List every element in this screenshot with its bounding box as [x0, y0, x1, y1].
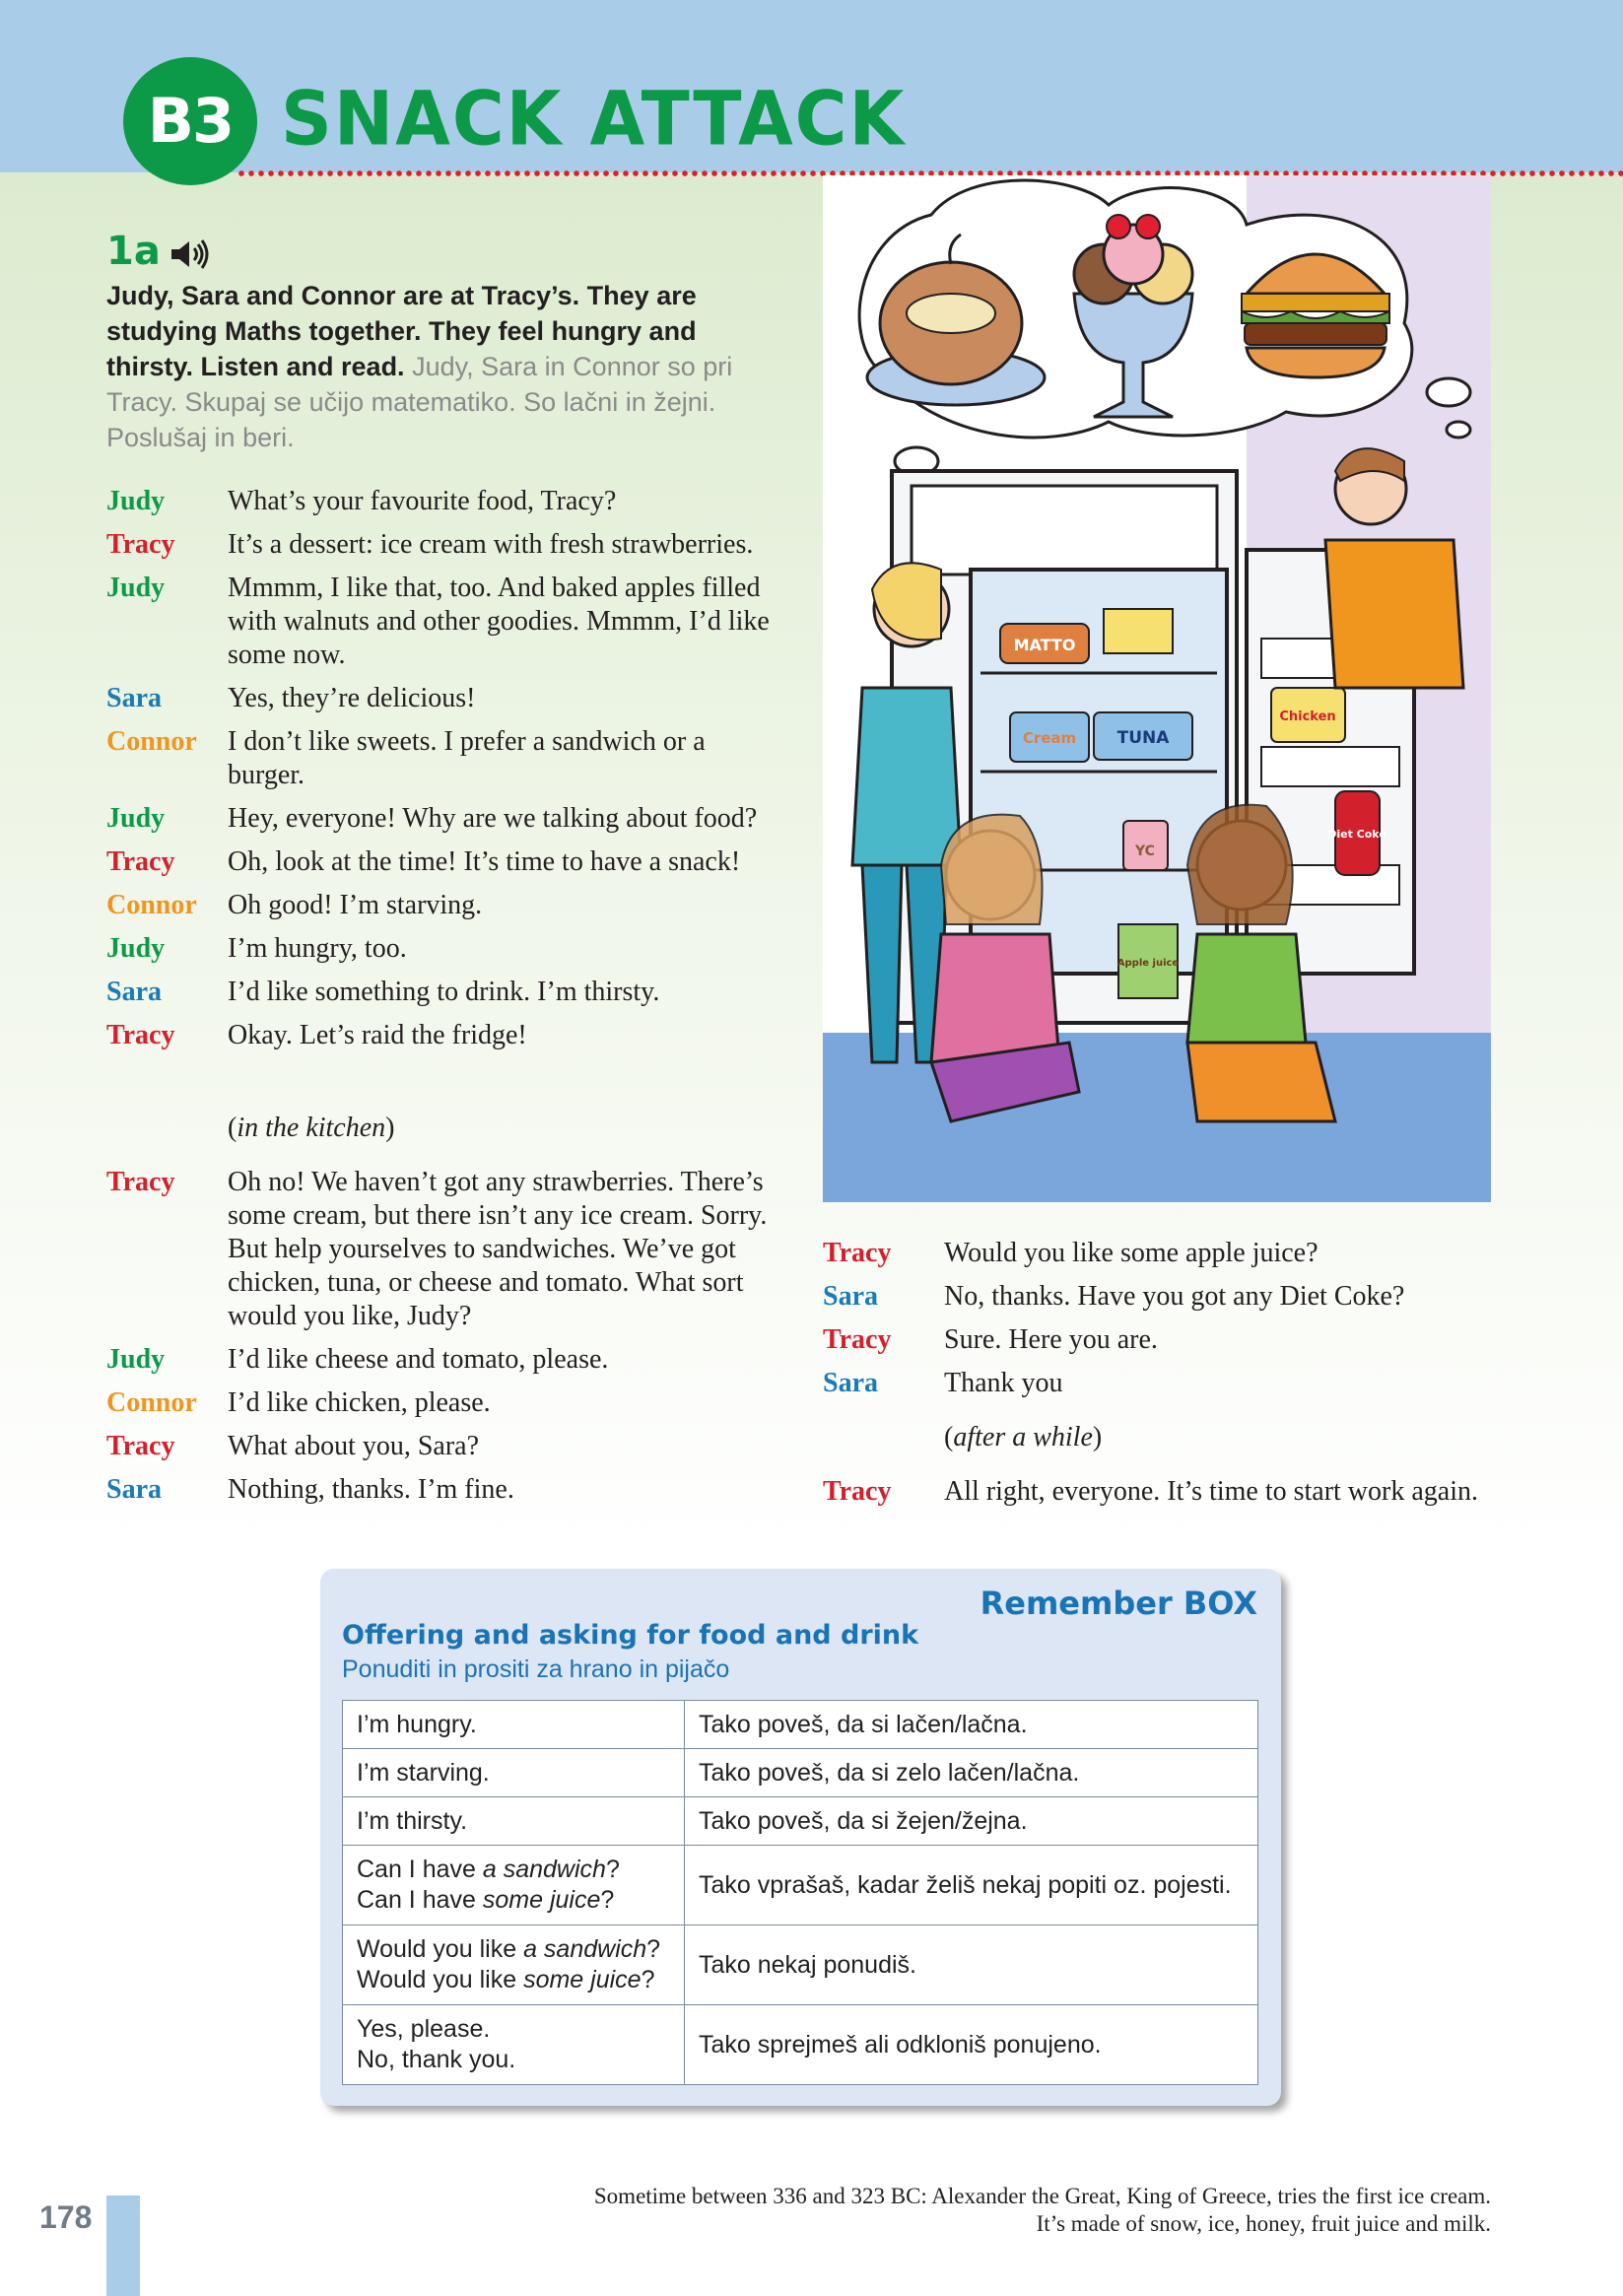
speaker-name: Judy — [106, 486, 166, 516]
speaker-name: Judy — [106, 573, 166, 603]
cheese — [1104, 609, 1173, 653]
table-cell-slovene: Tako vprašaš, kadar želiš nekaj popiti oz. pojesti. — [685, 1846, 1258, 1925]
dialogue-text: Oh, look at the time! It’s time to have a snack! — [228, 846, 741, 877]
dialogue-line — [823, 1475, 1503, 1509]
table-cell-slovene: Tako poveš, da si lačen/lačna. — [685, 1701, 1258, 1749]
dialogue-line — [106, 889, 786, 922]
dialogue-text: No, thanks. Have you got any Diet Coke? — [944, 1281, 1405, 1312]
speaker-name: Judy — [106, 803, 166, 834]
dialogue-line — [106, 976, 786, 1009]
remember-box-subheading: Ponuditi in prositi za hrano in pijačo — [342, 1655, 730, 1683]
speaker-name: Tracy — [106, 1167, 175, 1197]
dialogue-left — [106, 485, 786, 1062]
dialogue-line — [106, 1019, 786, 1052]
dialogue-line — [823, 1237, 1503, 1270]
dialogue-text: Hey, everyone! Why are we talking about food? — [228, 803, 758, 834]
dialogue-line — [106, 485, 786, 518]
speaker-name: Tracy — [106, 846, 175, 877]
speaker-name: Tracy — [106, 529, 175, 560]
dialogue-line — [106, 528, 786, 562]
table-cell-slovene: Tako nekaj ponudiš. — [685, 1925, 1258, 2005]
audio-speaker-icon[interactable] — [169, 238, 209, 270]
speaker-name: Connor — [106, 1387, 197, 1418]
dialogue-text: What’s your favourite food, Tracy? — [228, 486, 617, 516]
label-coke: Diet Coke — [1327, 828, 1386, 841]
speaker-name: Sara — [823, 1281, 878, 1312]
dialogue-text: I’d like cheese and tomato, please. — [228, 1344, 609, 1375]
speaker-name: Sara — [106, 977, 162, 1007]
speaker-name: Tracy — [823, 1324, 892, 1355]
remember-box-title: Remember BOX — [980, 1585, 1257, 1622]
speaker-name: Sara — [106, 1474, 162, 1505]
unit-badge: B3 — [123, 57, 257, 185]
dialogue-text: All right, everyone. It’s time to start work again. — [944, 1476, 1478, 1507]
dialogue-right-continued — [823, 1475, 1503, 1519]
dialogue-text: Yes, they’re delicious! — [228, 683, 476, 713]
dialogue-line — [106, 1430, 786, 1463]
speaker-name: Judy — [106, 933, 166, 964]
remember-box — [320, 1569, 1281, 2106]
dialogue-right — [823, 1237, 1503, 1410]
dialogue-line — [106, 725, 786, 792]
label-matto: MATTO — [1013, 636, 1076, 654]
speaker-name: Connor — [106, 890, 197, 920]
footer-fact — [506, 2183, 1491, 2238]
note-while-text: after a while — [953, 1422, 1093, 1452]
note-kitchen-text: in the kitchen — [237, 1113, 386, 1143]
dialogue-text: I’d like something to drink. I’m thirsty. — [228, 977, 660, 1007]
label-tuna: TUNA — [1116, 728, 1170, 748]
table-cell-slovene: Tako poveš, da si zelo lačen/lačna. — [685, 1749, 1258, 1797]
dialogue-text: It’s a dessert: ice cream with fresh strawberries. — [228, 529, 754, 560]
dialogue-text: I don’t like sweets. I prefer a sandwich or a burger. — [228, 726, 706, 790]
dialogue-line — [106, 1343, 786, 1377]
speaker-name: Sara — [106, 683, 162, 713]
dialogue-text: Would you like some apple juice? — [944, 1238, 1319, 1268]
dialogue-text: What about you, Sara? — [228, 1431, 480, 1461]
label-yc: YC — [1135, 844, 1155, 859]
speaker-name: Sara — [823, 1368, 878, 1398]
speaker-name: Tracy — [823, 1476, 892, 1507]
dialogue-line — [823, 1367, 1503, 1400]
dialogue-text: Mmmm, I like that, too. And baked apples filled with walnuts and other goodies. Mmmm, I’d like some now. — [228, 573, 770, 670]
exercise-instruction — [106, 278, 777, 455]
dialogue-line — [106, 1473, 786, 1507]
page-title: SNACK ATTACK — [281, 74, 907, 163]
dialogue-line — [106, 1166, 786, 1333]
stage-direction-while: (after a while) — [944, 1422, 1103, 1452]
dialogue-line — [106, 1386, 786, 1420]
table-cell-english: Yes, please. No, thank you. — [343, 2005, 685, 2085]
table-cell-english: I’m starving. — [343, 1749, 685, 1797]
dialogue-line — [823, 1280, 1503, 1314]
stage-direction-kitchen: (in the kitchen) — [228, 1113, 395, 1143]
dialogue-text: Sure. Here you are. — [944, 1324, 1158, 1355]
dialogue-text: Oh good! I’m starving. — [228, 890, 483, 920]
table-row — [343, 1925, 1258, 2005]
instruction-english: Judy, Sara and Connor are at Tracy’s. They are studying Maths together. They feel hungry and thirsty. Listen and read. — [106, 281, 697, 381]
speaker-name: Judy — [106, 1344, 166, 1375]
table-row — [343, 2005, 1258, 2085]
dialogue-text: Thank you — [944, 1368, 1063, 1398]
speaker-name: Tracy — [823, 1238, 892, 1268]
dialogue-line — [106, 932, 786, 966]
table-cell-slovene: Tako poveš, da si žejen/žejna. — [685, 1797, 1258, 1846]
table-row — [343, 1749, 1258, 1797]
table-cell-slovene: Tako sprejmeš ali odkloniš ponujeno. — [685, 2005, 1258, 2085]
dialogue-line — [823, 1323, 1503, 1357]
table-cell-english: Can I have a sandwich? Can I have some juice? — [343, 1846, 685, 1925]
label-juice: Apple juice — [1116, 958, 1180, 969]
table-row — [343, 1846, 1258, 1925]
dialogue-left-continued — [106, 1166, 786, 1517]
table-row — [343, 1797, 1258, 1846]
dialogue-line — [106, 682, 786, 715]
dialogue-text: Nothing, thanks. I’m fine. — [228, 1474, 514, 1505]
speaker-name: Tracy — [106, 1431, 175, 1461]
label-cream: Cream — [1022, 729, 1077, 747]
table-cell-english: Would you like a sandwich? Would you like some juice? — [343, 1925, 685, 2005]
dialogue-text: Okay. Let’s raid the fridge! — [228, 1020, 527, 1050]
exercise-number: 1a — [106, 229, 161, 274]
instruction-slovene: Judy, Sara in Connor so pri Tracy. Skupaj se učijo matematiko. So lačni in žejni. Poslušaj in beri. — [106, 352, 733, 452]
dialogue-text: I’m hungry, too. — [228, 933, 407, 964]
speaker-name: Connor — [106, 726, 197, 757]
page-number-bar — [106, 2195, 140, 2296]
footer-fact-line-1: Sometime between 336 and 323 BC: Alexander the Great, King of Greece, tries the first ice cream. — [593, 2184, 1491, 2208]
table-row — [343, 1701, 1258, 1749]
dialogue-text: Oh no! We haven’t got any strawberries. There’s some cream, but there isn’t any ice cream. Sorry. But help yourselves to sandwiches. We’ve got chicken, tuna, or cheese and tomato. What sort would you like, Judy? — [228, 1167, 768, 1331]
dialogue-line — [106, 802, 786, 836]
phrase-table — [342, 1700, 1258, 2085]
label-chicken: Chicken — [1279, 709, 1336, 724]
dialogue-line — [106, 845, 786, 879]
fridge-illustration — [823, 175, 1491, 1202]
remember-box-heading: Offering and asking for food and drink — [342, 1620, 919, 1651]
footer-fact-line-2: It’s made of snow, ice, honey, fruit juice and milk. — [1036, 2211, 1491, 2236]
speaker-name: Tracy — [106, 1020, 175, 1050]
dialogue-line — [106, 572, 786, 672]
page-number: 178 — [39, 2199, 93, 2235]
table-cell-english: I’m hungry. — [343, 1701, 685, 1749]
dialogue-text: I’d like chicken, please. — [228, 1387, 491, 1418]
table-cell-english: I’m thirsty. — [343, 1797, 685, 1846]
